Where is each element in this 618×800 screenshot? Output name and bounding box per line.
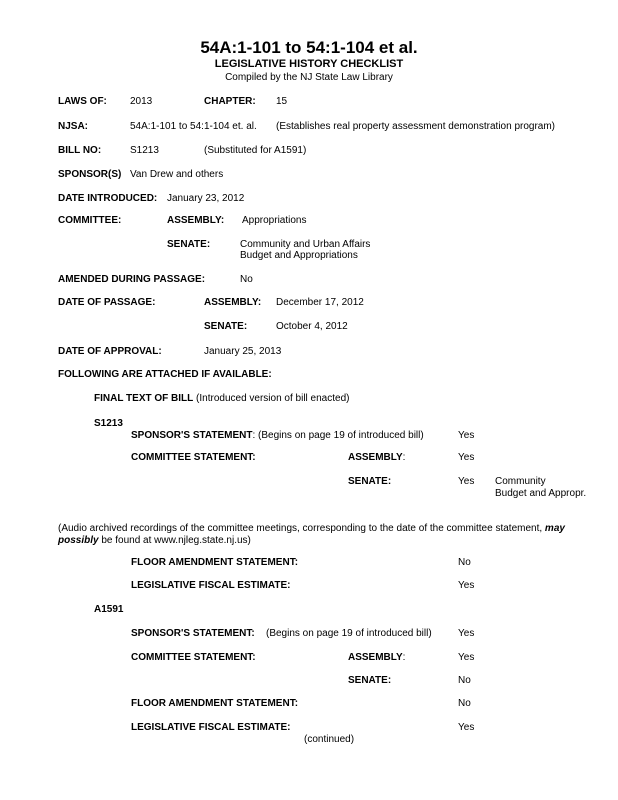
sponsors-label: SPONSOR(S) [58,169,122,180]
a1591-sponsor-value: Yes [458,628,475,639]
chapter-value: 15 [276,96,288,107]
final-text-row [94,393,349,405]
chapter-label: CHAPTER: [204,96,256,107]
final-text-label: FINAL TEXT OF BILL [94,393,194,404]
a1591-fiscal-value: Yes [458,722,475,733]
s1213-senate-label: SENATE: [348,476,392,487]
a1591-assembly-label: ASSEMBLY [348,652,403,663]
a1591-label: A1591 [94,604,124,615]
a1591-assembly-row [348,652,405,664]
a1591-floor-value: No [458,698,471,709]
audio-note [58,523,608,547]
laws-of-value: 2013 [130,96,153,107]
a1591-assembly-value: Yes [458,652,475,663]
passage-senate-label: SENATE: [204,321,248,332]
passage-assembly-label: ASSEMBLY: [204,297,262,308]
s1213-fiscal-label: LEGISLATIVE FISCAL ESTIMATE: [131,580,291,591]
s1213-assembly-row [348,452,405,464]
njsa-label: NJSA: [58,121,89,132]
s1213-floor-value: No [458,557,471,568]
a1591-floor-label: FLOOR AMENDMENT STATEMENT: [131,698,299,709]
njsa-value: 54A:1-101 to 54:1-104 et. al. [130,121,257,132]
committee-label: COMMITTEE: [58,215,122,226]
passage-senate-value: October 4, 2012 [276,321,348,332]
passage-label: DATE OF PASSAGE: [58,297,156,308]
s1213-senate-note-2: Budget and Appropr. [495,488,587,499]
approval-value: January 25, 2013 [204,346,282,357]
committee-assembly-value: Appropriations [242,215,307,226]
laws-of-label: LAWS OF: [58,96,107,107]
committee-senate-value-1: Community and Urban Affairs [240,239,371,250]
s1213-assembly-colon: : [402,452,406,463]
njsa-note: (Establishes real property assessment demonstration program) [276,121,556,132]
s1213-sponsor-value: Yes [458,430,475,441]
s1213-fiscal-value: Yes [458,580,475,591]
s1213-floor-label: FLOOR AMENDMENT STATEMENT: [131,557,299,568]
page-subtitle: LEGISLATIVE HISTORY CHECKLIST [214,58,404,70]
bill-no-value: S1213 [130,145,159,156]
s1213-label: S1213 [94,418,123,429]
bill-no-label: BILL NO: [58,145,102,156]
s1213-assembly-label: ASSEMBLY [348,452,403,463]
date-introduced-label: DATE INTRODUCED: [58,193,158,204]
attached-heading: FOLLOWING ARE ATTACHED IF AVAILABLE: [58,369,272,380]
a1591-assembly-colon: : [402,652,406,663]
a1591-sponsor-label: SPONSOR'S STATEMENT: [131,628,255,639]
s1213-sponsor-label: SPONSOR'S STATEMENT [131,430,253,441]
approval-label: DATE OF APPROVAL: [58,346,162,357]
bill-no-note: (Substituted for A1591) [204,145,307,156]
final-text-note: (Introduced version of bill enacted) [196,393,350,404]
s1213-senate-value: Yes [458,476,475,487]
committee-assembly-label: ASSEMBLY: [167,215,225,226]
s1213-committee-label: COMMITTEE STATEMENT: [131,452,256,463]
audio-note-emphasis: may possibly [58,523,565,546]
date-introduced-value: January 23, 2012 [167,193,245,204]
continued-note: (continued) [304,734,355,745]
s1213-sponsor-note: : (Begins on page 19 of introduced bill) [252,430,424,441]
committee-senate-value-2: Budget and Appropriations [240,250,358,261]
committee-senate-label: SENATE: [167,239,211,250]
compiled-by: Compiled by the NJ State Law Library [225,72,393,83]
audio-note-text: (Audio archived recordings of the committee meetings, corresponding to the date of the committee statement, [58,523,545,534]
amended-label: AMENDED DURING PASSAGE: [58,274,206,285]
a1591-senate-label: SENATE: [348,675,392,686]
amended-value: No [240,274,253,285]
a1591-fiscal-label: LEGISLATIVE FISCAL ESTIMATE: [131,722,291,733]
audio-note-text-end: be found at www.njleg.state.nj.us) [98,535,251,546]
a1591-senate-value: No [458,675,471,686]
s1213-sponsor-row [131,430,424,442]
page-title: 54A:1-101 to 54:1-104 et al. [200,38,418,57]
s1213-assembly-value: Yes [458,452,475,463]
sponsors-value: Van Drew and others [130,169,224,180]
a1591-sponsor-note: (Begins on page 19 of introduced bill) [266,628,432,639]
passage-assembly-value: December 17, 2012 [276,297,364,308]
a1591-committee-label: COMMITTEE STATEMENT: [131,652,256,663]
s1213-senate-note-1: Community [495,476,546,487]
